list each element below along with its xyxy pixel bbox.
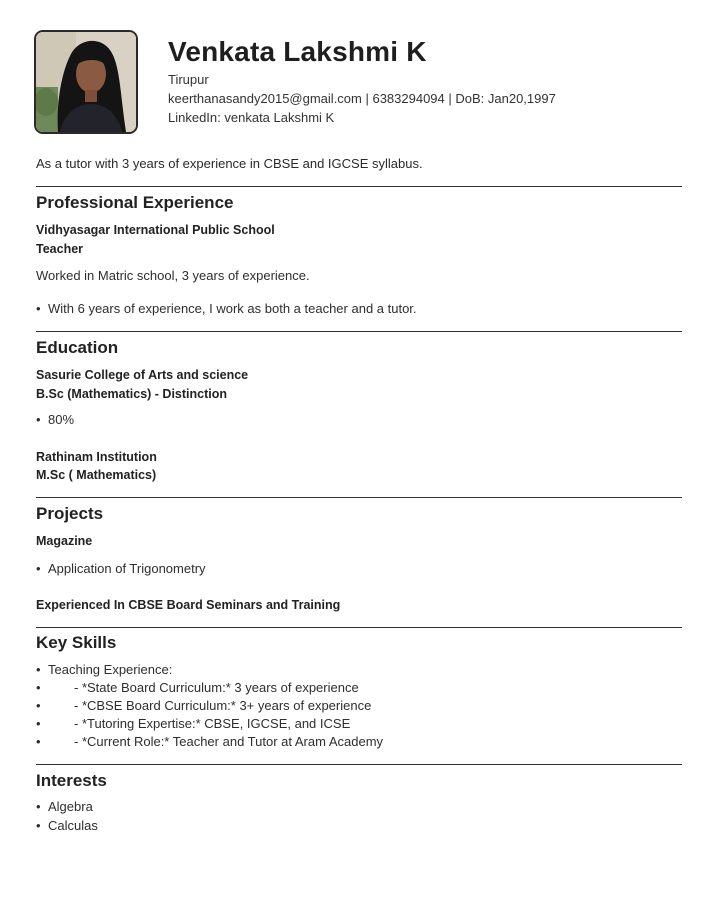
bullet-dot: • [36,680,41,695]
contact-line: keerthanasandy2015@gmail.com | 6383294094 | DoB: Jan20,1997 [168,91,556,106]
bullet-text: Algebra [48,799,93,814]
bullet-text: - *Tutoring Expertise:* CBSE, IGCSE, and ICSE [74,716,351,731]
experience-description: Worked in Matric school, 3 years of experience. [36,268,310,283]
bullet-dot: • [36,662,41,677]
project-bullet [36,561,206,576]
bullet-text: - *CBSE Board Curriculum:* 3+ years of experience [74,698,372,713]
skill-item [36,716,350,731]
profile-photo [34,30,138,134]
education-bullet [36,412,74,427]
section-divider [36,331,682,332]
section-title-projects: Projects [36,504,104,523]
experience-bullet [36,301,417,316]
skill-item [36,734,383,749]
section-divider [36,764,682,765]
education-degree: M.Sc ( Mathematics) [36,468,157,482]
section-divider [36,627,682,628]
skill-item [36,698,371,713]
bullet-text: 80% [48,412,75,427]
education-school: Sasurie College of Arts and science [36,368,249,382]
section-title-skills: Key Skills [36,633,117,652]
section-divider [36,186,682,187]
project-name: Magazine [36,534,93,548]
bullet-dot: • [36,734,41,749]
section-title-education: Education [36,338,119,357]
interest-item [36,818,98,833]
section-title-experience: Professional Experience [36,193,234,212]
location: Tirupur [168,72,209,87]
bullet-dot: • [36,818,41,833]
bullet-dot: • [36,412,41,427]
bullet-dot: • [36,561,41,576]
bullet-text: Application of Trigonometry [48,561,206,576]
section-divider [36,497,682,498]
bullet-text: Calculas [48,818,98,833]
bullet-text: Teaching Experience: [48,662,173,677]
interest-item [36,799,93,814]
linkedin-line: LinkedIn: venkata Lakshmi K [168,110,335,125]
bullet-dot: • [36,799,41,814]
section-title-interests: Interests [36,771,107,790]
bullet-text: - *Current Role:* Teacher and Tutor at Aram Academy [74,734,384,749]
experience-role: Teacher [36,242,84,256]
bullet-text: With 6 years of experience, I work as both a teacher and a tutor. [48,301,417,316]
skill-item [36,662,172,677]
bullet-dot: • [36,698,41,713]
profile-photo-image [36,32,136,132]
candidate-name: Venkata Lakshmi K [168,36,427,67]
bullet-text: - *State Board Curriculum:* 3 years of experience [74,680,359,695]
bullet-dot: • [36,301,41,316]
project-name: Experienced In CBSE Board Seminars and Training [36,598,341,612]
education-degree: B.Sc (Mathematics) - Distinction [36,387,227,401]
education-school: Rathinam Institution [36,450,157,464]
skill-item [36,680,359,695]
summary-text: As a tutor with 3 years of experience in CBSE and IGCSE syllabus. [36,156,423,171]
experience-organization: Vidhyasagar International Public School [36,223,275,237]
bullet-dot: • [36,716,41,731]
